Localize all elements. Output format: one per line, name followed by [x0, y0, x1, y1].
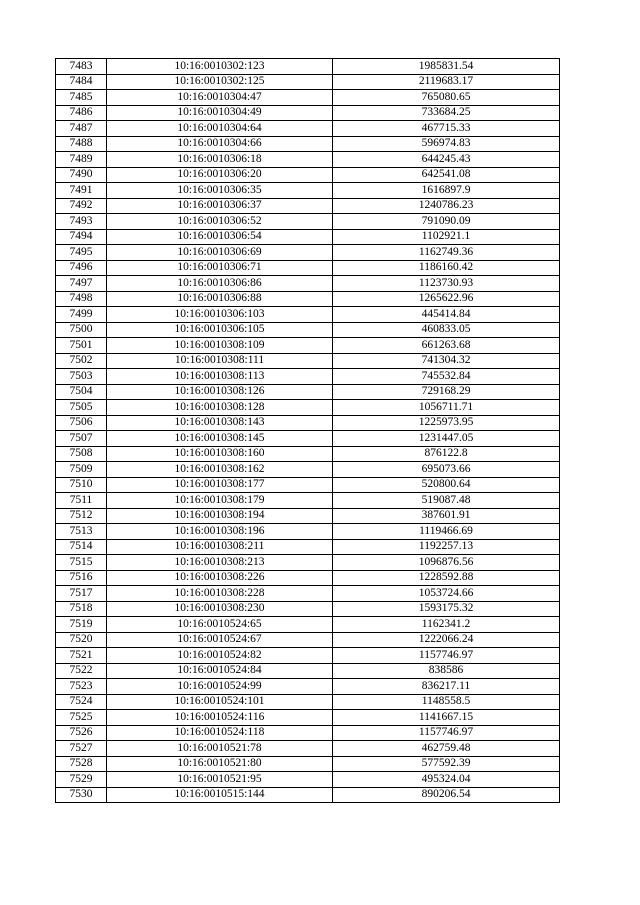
cadastral-number-cell: 10:16:0010304:49: [107, 105, 333, 121]
value-cell: 467715.33: [333, 121, 560, 137]
table-row: [56, 307, 560, 323]
cadastral-number-cell: 10:16:0010306:69: [107, 245, 333, 261]
table-row: [56, 679, 560, 695]
cadastral-number-cell: 10:16:0010521:95: [107, 772, 333, 788]
row-number-cell: 7519: [56, 617, 107, 633]
value-cell: 1056711.71: [333, 400, 560, 416]
value-cell: 1119466.69: [333, 524, 560, 540]
row-number-cell: 7502: [56, 353, 107, 369]
value-cell: 890206.54: [333, 787, 560, 803]
cadastral-number-cell: 10:16:0010308:160: [107, 446, 333, 462]
value-cell: 1616897.9: [333, 183, 560, 199]
value-cell: 733684.25: [333, 105, 560, 121]
value-cell: 1141667.15: [333, 710, 560, 726]
table-row: [56, 229, 560, 245]
table-row: [56, 710, 560, 726]
table-row: [56, 446, 560, 462]
value-cell: 1192257.13: [333, 539, 560, 555]
cadastral-number-cell: 10:16:0010521:78: [107, 741, 333, 757]
table-row: [56, 183, 560, 199]
table-row: [56, 694, 560, 710]
cadastral-number-cell: 10:16:0010308:162: [107, 462, 333, 478]
table-row: [56, 121, 560, 137]
value-cell: 836217.11: [333, 679, 560, 695]
cadastral-number-cell: 10:16:0010308:109: [107, 338, 333, 354]
cadastral-number-cell: 10:16:0010515:144: [107, 787, 333, 803]
table-row: [56, 353, 560, 369]
row-number-cell: 7513: [56, 524, 107, 540]
table-row: [56, 462, 560, 478]
table-row: [56, 756, 560, 772]
cadastral-number-cell: 10:16:0010306:54: [107, 229, 333, 245]
table-row: [56, 601, 560, 617]
table-row: [56, 772, 560, 788]
cadastral-number-cell: 10:16:0010306:35: [107, 183, 333, 199]
value-cell: 445414.84: [333, 307, 560, 323]
row-number-cell: 7497: [56, 276, 107, 292]
data-table: [55, 58, 560, 803]
value-cell: 1148558.5: [333, 694, 560, 710]
table-row: [56, 493, 560, 509]
table-row: [56, 245, 560, 261]
table-row: [56, 555, 560, 571]
value-cell: 1222066.24: [333, 632, 560, 648]
value-cell: 644245.43: [333, 152, 560, 168]
cadastral-number-cell: 10:16:0010308:128: [107, 400, 333, 416]
value-cell: 838586: [333, 663, 560, 679]
value-cell: 1186160.42: [333, 260, 560, 276]
row-number-cell: 7495: [56, 245, 107, 261]
value-cell: 1985831.54: [333, 59, 560, 75]
table-row: [56, 260, 560, 276]
cadastral-number-cell: 10:16:0010306:20: [107, 167, 333, 183]
cadastral-number-cell: 10:16:0010306:52: [107, 214, 333, 230]
cadastral-number-cell: 10:16:0010306:103: [107, 307, 333, 323]
value-cell: 462759.48: [333, 741, 560, 757]
value-cell: 577592.39: [333, 756, 560, 772]
cadastral-number-cell: 10:16:0010308:177: [107, 477, 333, 493]
table-row: [56, 136, 560, 152]
table-row: [56, 477, 560, 493]
cadastral-number-cell: 10:16:0010308:126: [107, 384, 333, 400]
value-cell: 387601.91: [333, 508, 560, 524]
cadastral-number-cell: 10:16:0010306:88: [107, 291, 333, 307]
row-number-cell: 7500: [56, 322, 107, 338]
value-cell: 460833.05: [333, 322, 560, 338]
cadastral-number-cell: 10:16:0010524:67: [107, 632, 333, 648]
value-cell: 745532.84: [333, 369, 560, 385]
value-cell: 695073.66: [333, 462, 560, 478]
table-row: [56, 384, 560, 400]
row-number-cell: 7483: [56, 59, 107, 75]
row-number-cell: 7491: [56, 183, 107, 199]
row-number-cell: 7508: [56, 446, 107, 462]
table-row: [56, 105, 560, 121]
row-number-cell: 7511: [56, 493, 107, 509]
value-cell: 1265622.96: [333, 291, 560, 307]
value-cell: 2119683.17: [333, 74, 560, 90]
row-number-cell: 7528: [56, 756, 107, 772]
row-number-cell: 7522: [56, 663, 107, 679]
value-cell: 1240786.23: [333, 198, 560, 214]
cadastral-number-cell: 10:16:0010308:194: [107, 508, 333, 524]
table-row: [56, 369, 560, 385]
value-cell: 1162341.2: [333, 617, 560, 633]
row-number-cell: 7514: [56, 539, 107, 555]
cadastral-number-cell: 10:16:0010308:211: [107, 539, 333, 555]
table-row: [56, 338, 560, 354]
table-row: [56, 632, 560, 648]
value-cell: 791090.09: [333, 214, 560, 230]
value-cell: 661263.68: [333, 338, 560, 354]
row-number-cell: 7506: [56, 415, 107, 431]
value-cell: 1231447.05: [333, 431, 560, 447]
row-number-cell: 7499: [56, 307, 107, 323]
cadastral-number-cell: 10:16:0010308:196: [107, 524, 333, 540]
table-row: [56, 400, 560, 416]
table-row: [56, 539, 560, 555]
value-cell: 1157746.97: [333, 725, 560, 741]
table-row: [56, 198, 560, 214]
cadastral-number-cell: 10:16:0010308:228: [107, 586, 333, 602]
value-cell: 1225973.95: [333, 415, 560, 431]
row-number-cell: 7529: [56, 772, 107, 788]
value-cell: 1228592.88: [333, 570, 560, 586]
row-number-cell: 7493: [56, 214, 107, 230]
row-number-cell: 7516: [56, 570, 107, 586]
table-row: [56, 322, 560, 338]
row-number-cell: 7527: [56, 741, 107, 757]
row-number-cell: 7494: [56, 229, 107, 245]
row-number-cell: 7523: [56, 679, 107, 695]
row-number-cell: 7487: [56, 121, 107, 137]
table-body: [56, 59, 560, 803]
value-cell: 495324.04: [333, 772, 560, 788]
row-number-cell: 7507: [56, 431, 107, 447]
cadastral-number-cell: 10:16:0010306:18: [107, 152, 333, 168]
table-row: [56, 586, 560, 602]
row-number-cell: 7485: [56, 90, 107, 106]
cadastral-number-cell: 10:16:0010524:116: [107, 710, 333, 726]
row-number-cell: 7484: [56, 74, 107, 90]
table-row: [56, 167, 560, 183]
table-row: [56, 524, 560, 540]
table-row: [56, 291, 560, 307]
table-row: [56, 648, 560, 664]
cadastral-number-cell: 10:16:0010308:143: [107, 415, 333, 431]
row-number-cell: 7524: [56, 694, 107, 710]
table-row: [56, 508, 560, 524]
table-row: [56, 431, 560, 447]
value-cell: 741304.32: [333, 353, 560, 369]
cadastral-number-cell: 10:16:0010308:179: [107, 493, 333, 509]
row-number-cell: 7521: [56, 648, 107, 664]
row-number-cell: 7518: [56, 601, 107, 617]
value-cell: 729168.29: [333, 384, 560, 400]
row-number-cell: 7510: [56, 477, 107, 493]
row-number-cell: 7505: [56, 400, 107, 416]
row-number-cell: 7526: [56, 725, 107, 741]
value-cell: 876122.8: [333, 446, 560, 462]
table-row: [56, 570, 560, 586]
cadastral-number-cell: 10:16:0010524:84: [107, 663, 333, 679]
table-row: [56, 90, 560, 106]
row-number-cell: 7515: [56, 555, 107, 571]
row-number-cell: 7503: [56, 369, 107, 385]
value-cell: 765080.65: [333, 90, 560, 106]
cadastral-number-cell: 10:16:0010306:105: [107, 322, 333, 338]
row-number-cell: 7520: [56, 632, 107, 648]
value-cell: 1096876.56: [333, 555, 560, 571]
row-number-cell: 7512: [56, 508, 107, 524]
row-number-cell: 7490: [56, 167, 107, 183]
cadastral-number-cell: 10:16:0010524:101: [107, 694, 333, 710]
table-row: [56, 59, 560, 75]
cadastral-number-cell: 10:16:0010308:213: [107, 555, 333, 571]
cadastral-number-cell: 10:16:0010308:226: [107, 570, 333, 586]
table-row: [56, 152, 560, 168]
row-number-cell: 7504: [56, 384, 107, 400]
table-row: [56, 725, 560, 741]
table-row: [56, 617, 560, 633]
cadastral-number-cell: 10:16:0010308:111: [107, 353, 333, 369]
row-number-cell: 7492: [56, 198, 107, 214]
cadastral-number-cell: 10:16:0010304:66: [107, 136, 333, 152]
cadastral-number-cell: 10:16:0010524:99: [107, 679, 333, 695]
value-cell: 1162749.36: [333, 245, 560, 261]
cadastral-number-cell: 10:16:0010524:65: [107, 617, 333, 633]
row-number-cell: 7525: [56, 710, 107, 726]
row-number-cell: 7501: [56, 338, 107, 354]
table-row: [56, 663, 560, 679]
row-number-cell: 7488: [56, 136, 107, 152]
value-cell: 519087.48: [333, 493, 560, 509]
row-number-cell: 7498: [56, 291, 107, 307]
cadastral-number-cell: 10:16:0010302:125: [107, 74, 333, 90]
cadastral-number-cell: 10:16:0010308:113: [107, 369, 333, 385]
cadastral-number-cell: 10:16:0010304:64: [107, 121, 333, 137]
table-row: [56, 415, 560, 431]
value-cell: 596974.83: [333, 136, 560, 152]
cadastral-number-cell: 10:16:0010521:80: [107, 756, 333, 772]
cadastral-number-cell: 10:16:0010308:230: [107, 601, 333, 617]
value-cell: 1593175.32: [333, 601, 560, 617]
table-row: [56, 276, 560, 292]
table-row: [56, 787, 560, 803]
cadastral-number-cell: 10:16:0010308:145: [107, 431, 333, 447]
cadastral-number-cell: 10:16:0010524:82: [107, 648, 333, 664]
value-cell: 1123730.93: [333, 276, 560, 292]
row-number-cell: 7489: [56, 152, 107, 168]
row-number-cell: 7530: [56, 787, 107, 803]
table-row: [56, 214, 560, 230]
cadastral-number-cell: 10:16:0010306:37: [107, 198, 333, 214]
row-number-cell: 7496: [56, 260, 107, 276]
row-number-cell: 7517: [56, 586, 107, 602]
value-cell: 1053724.66: [333, 586, 560, 602]
cadastral-number-cell: 10:16:0010524:118: [107, 725, 333, 741]
cadastral-number-cell: 10:16:0010302:123: [107, 59, 333, 75]
value-cell: 520800.64: [333, 477, 560, 493]
value-cell: 1157746.97: [333, 648, 560, 664]
value-cell: 642541.08: [333, 167, 560, 183]
cadastral-number-cell: 10:16:0010306:71: [107, 260, 333, 276]
cadastral-number-cell: 10:16:0010306:86: [107, 276, 333, 292]
cadastral-number-cell: 10:16:0010304:47: [107, 90, 333, 106]
row-number-cell: 7509: [56, 462, 107, 478]
table-row: [56, 74, 560, 90]
table-row: [56, 741, 560, 757]
value-cell: 1102921.1: [333, 229, 560, 245]
row-number-cell: 7486: [56, 105, 107, 121]
